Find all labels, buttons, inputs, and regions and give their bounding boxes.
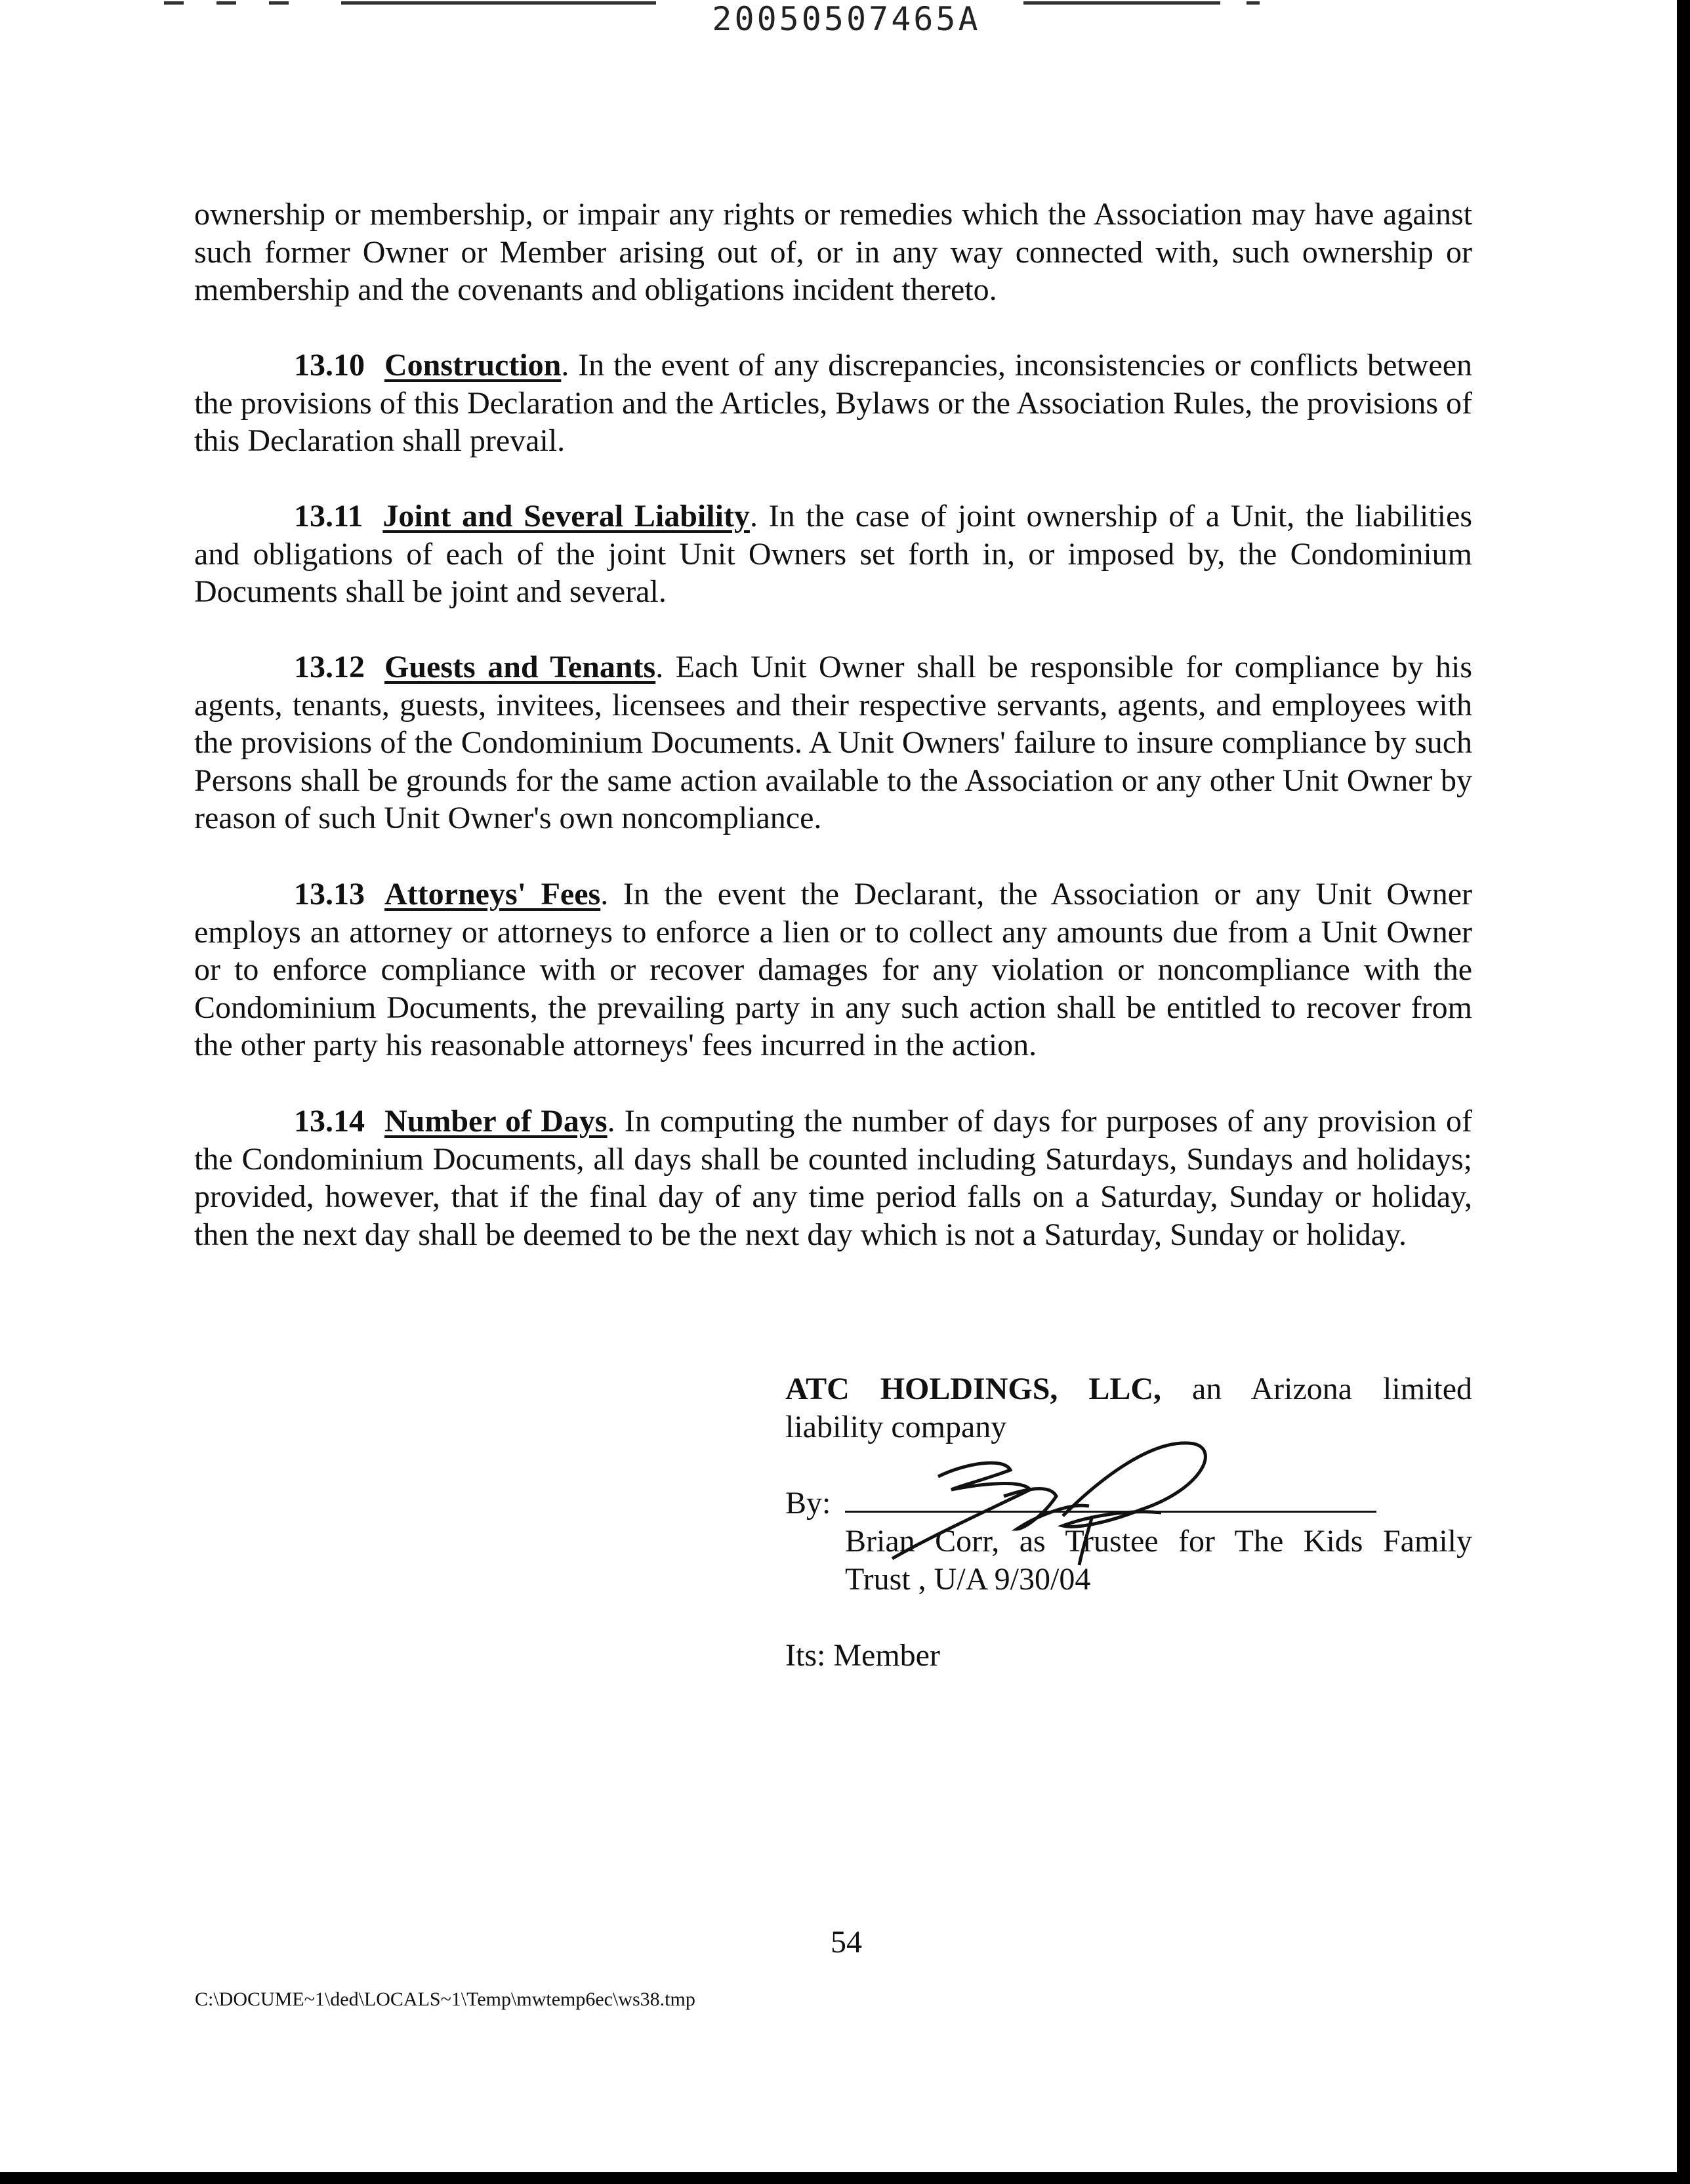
paragraph-continuation <box>194 196 1472 309</box>
section-text: . In the event of any discrepancies, inconsistencies or conflicts between the provisions of this Declaration and the Articles, Bylaws or the Association Rules, the provisions of this Declaration shall prevail. <box>194 348 1472 458</box>
paragraph-text: ownership or membership, or impair any rights or remedies which the Association may have against such former Owner or Member arising out of, or in any way connected with, such ownership or membership and the covenants and obligations incident thereto. <box>194 197 1472 307</box>
section-text: . In computing the number of days for purposes of any provision of the Condominium Documents, all days shall be counted including Saturdays, Sundays and holidays; provided, however, that if the final day of any time period falls on a Saturday, Sunday or holiday, then the next day shall be deemed to be the next day which is not a Saturday, Sunday or holiday. <box>194 1104 1472 1252</box>
section-13-10 <box>194 346 1472 460</box>
scan-bottom-border <box>0 2172 1690 2184</box>
section-heading: Joint and Several Liability <box>382 499 750 534</box>
company-description: an Arizona limited <box>1161 1372 1473 1406</box>
section-number: 13.10 <box>294 348 365 383</box>
section-number: 13.13 <box>294 877 365 912</box>
section-heading: Guests and Tenants <box>384 650 656 684</box>
signer-title: Its: Member <box>785 1638 940 1673</box>
company-description-line2: liability company <box>785 1410 1007 1444</box>
section-text: . In the case of joint ownership of a Unit, the liabilities and obligations of each of the joint Unit Owners set forth in, or imposed by, the Condominium Documents shall be joint and several. <box>194 499 1473 609</box>
document-number: 20050507465A <box>712 0 981 38</box>
page-number: 54 <box>831 1925 862 1960</box>
signature-company-line <box>785 1370 1472 1408</box>
by-label: By: <box>785 1486 831 1521</box>
company-name: ATC HOLDINGS, LLC, <box>785 1372 1162 1406</box>
section-number: 13.11 <box>294 499 363 534</box>
scan-right-border <box>1677 0 1690 2184</box>
signer-name-line: Brian Corr, as Trustee for The Kids Family <box>845 1524 1472 1559</box>
section-13-11 <box>194 497 1472 611</box>
section-number: 13.12 <box>294 650 365 684</box>
section-number: 13.14 <box>294 1104 365 1139</box>
signer-trust-line: Trust , U/A 9/30/04 <box>845 1562 1091 1597</box>
file-path: C:\DOCUME~1\ded\LOCALS~1\Temp\mwtemp6ec\ws38.tmp <box>195 1988 695 2010</box>
section-heading: Attorneys' Fees <box>384 877 601 912</box>
section-heading: Construction <box>384 348 562 383</box>
section-heading: Number of Days <box>384 1104 608 1139</box>
section-text: . Each Unit Owner shall be responsible for compliance by his agents, tenants, guests, invitees, licensees and their respective servants, agents, and employees with the provisions of the Condominium Documents. A Unit Owners' failure to insure compliance by such Persons shall be grounds for the same action available to the Association or any other Unit Owner by reason of such Unit Owner's own noncompliance. <box>194 650 1472 835</box>
section-13-14 <box>194 1102 1472 1253</box>
section-text: . In the event the Declarant, the Association or any Unit Owner employs an attorney or attorneys to enforce a lien or to collect any amounts due from a Unit Owner or to enforce compliance with or recover damages for any violation or noncompliance with the Condominium Documents, the prevailing party in any such action shall be entitled to recover from the other party his reasonable attorneys' fees incurred in the action. <box>194 877 1473 1062</box>
section-13-13 <box>194 875 1472 1064</box>
section-13-12 <box>194 648 1472 837</box>
